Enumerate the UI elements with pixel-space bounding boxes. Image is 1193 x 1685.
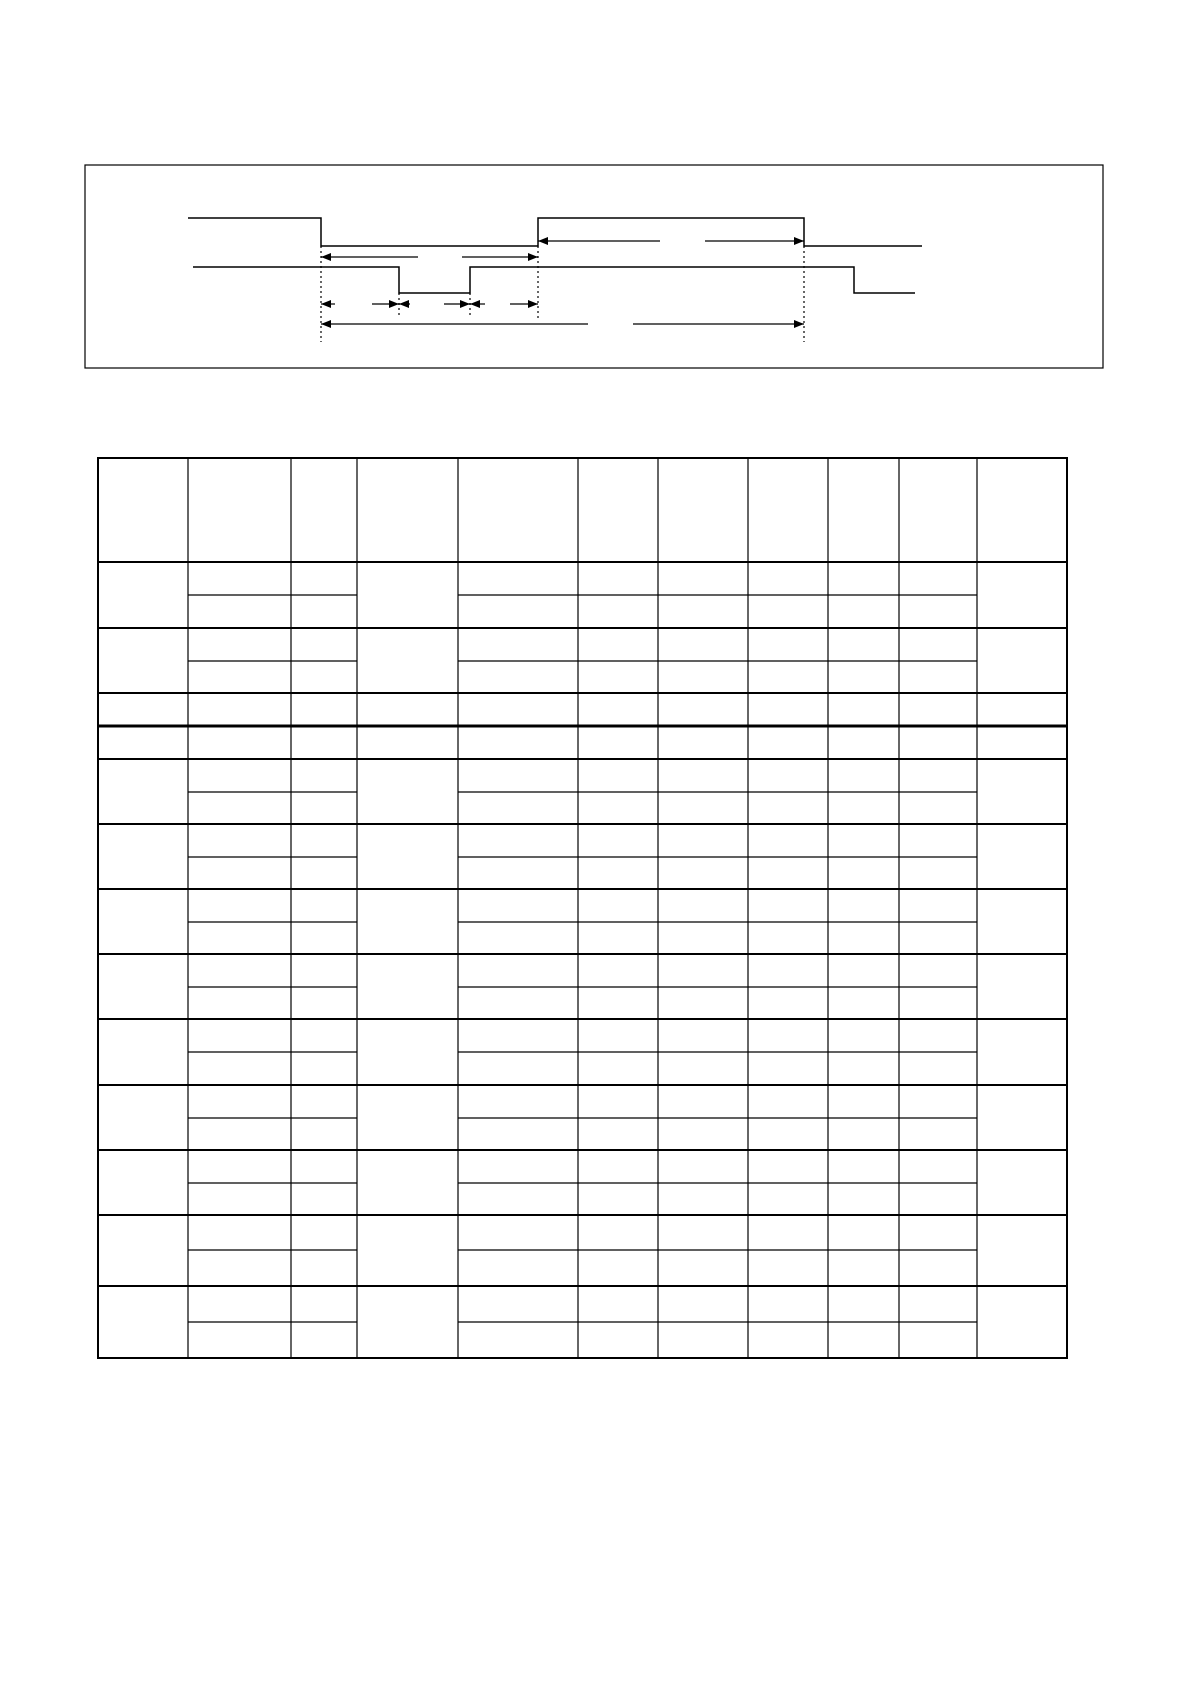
table-subrow-lines: [188, 595, 977, 1322]
table-group-lines: [98, 628, 1067, 1286]
table-outer-border: [98, 458, 1067, 1358]
table-column-lines: [188, 458, 977, 1358]
